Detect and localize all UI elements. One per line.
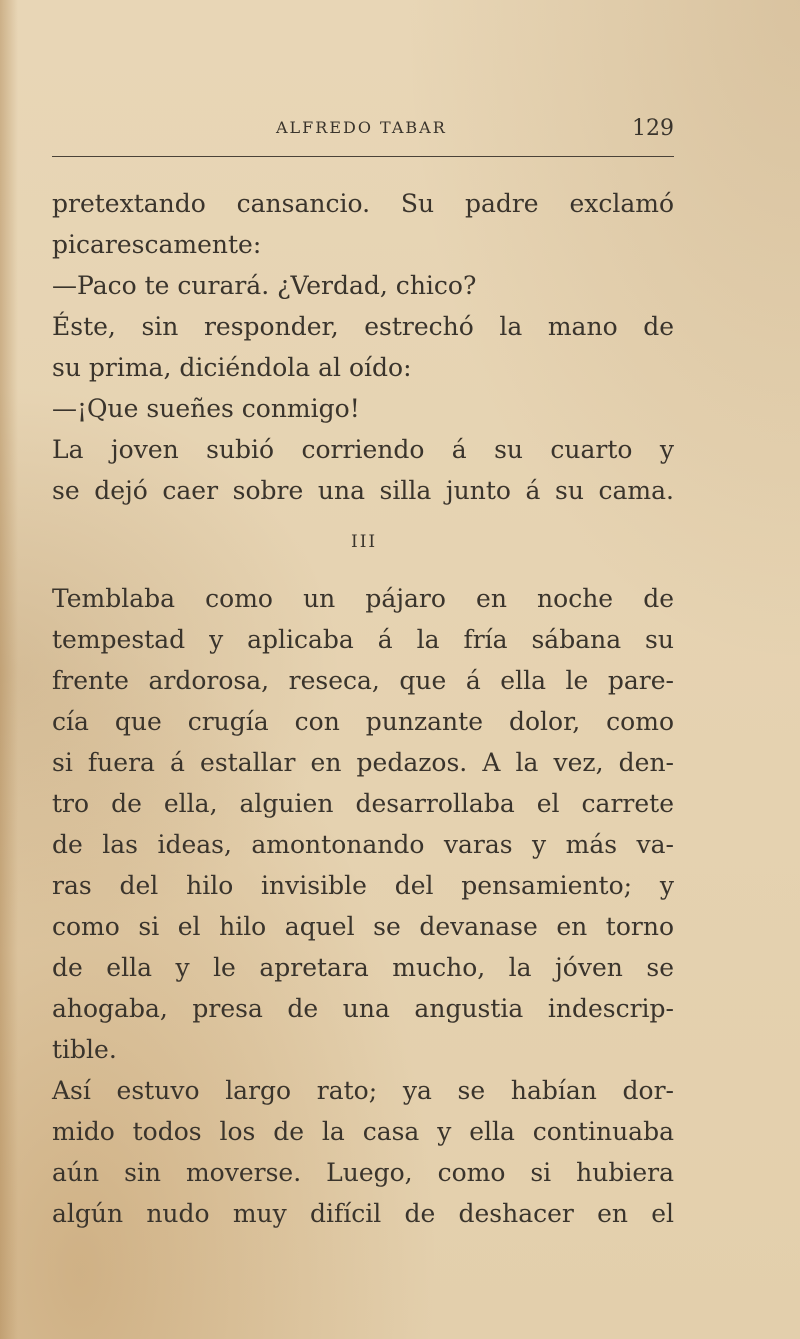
text-line: pretextando cansancio. Su padre exclamó [52, 189, 674, 218]
text-line: —¡Que sueñes conmigo! [52, 394, 360, 423]
text-line: de las ideas, amontonando varas y más va- [52, 830, 674, 859]
text-line: aún sin moverse. Luego, como si hubiera [52, 1158, 674, 1187]
text-line: se dejó caer sobre una silla junto á su cama. [52, 476, 674, 505]
text-line: La joven subió corriendo á su cuarto y [52, 435, 674, 464]
text-line: Temblaba como un pájaro en noche de [52, 584, 674, 613]
text-line: si fuera á estallar en pedazos. A la vez, den- [52, 748, 674, 777]
text-line: —Paco te curará. ¿Verdad, chico? [52, 271, 477, 300]
text-line: ahogaba, presa de una angustia indescrip- [52, 994, 674, 1023]
text-line: tible. [52, 1035, 117, 1064]
running-header [52, 116, 674, 157]
section-number: III [351, 532, 378, 552]
text-line: ras del hilo invisible del pensamiento; y [52, 871, 674, 900]
page-edge-shadow [0, 0, 18, 1339]
text-line: cía que crugía con punzante dolor, como [52, 707, 674, 736]
running-header-title: ALFREDO TABAR [276, 118, 447, 137]
text-line: tro de ella, alguien desarrollaba el carrete [52, 789, 674, 818]
text-block-2 [52, 578, 674, 1234]
text-line: como si el hilo aquel se devanase en torno [52, 912, 674, 941]
text-line: Así estuvo largo rato; ya se habían dor- [52, 1076, 674, 1105]
text-line: Éste, sin responder, estrechó la mano de [52, 312, 674, 341]
text-block-1 [52, 183, 674, 511]
page-number: 129 [632, 116, 674, 141]
text-line: tempestad y aplicaba á la fría sábana su [52, 625, 674, 654]
text-line: picarescamente: [52, 230, 262, 259]
text-line: frente ardorosa, reseca, que á ella le pare- [52, 666, 674, 695]
text-line: su prima, diciéndola al oído: [52, 353, 412, 382]
text-line: algún nudo muy difícil de deshacer en el [52, 1199, 674, 1228]
text-line: mido todos los de la casa y ella continuaba [52, 1117, 674, 1146]
text-line: de ella y le apretara mucho, la jóven se [52, 953, 674, 982]
